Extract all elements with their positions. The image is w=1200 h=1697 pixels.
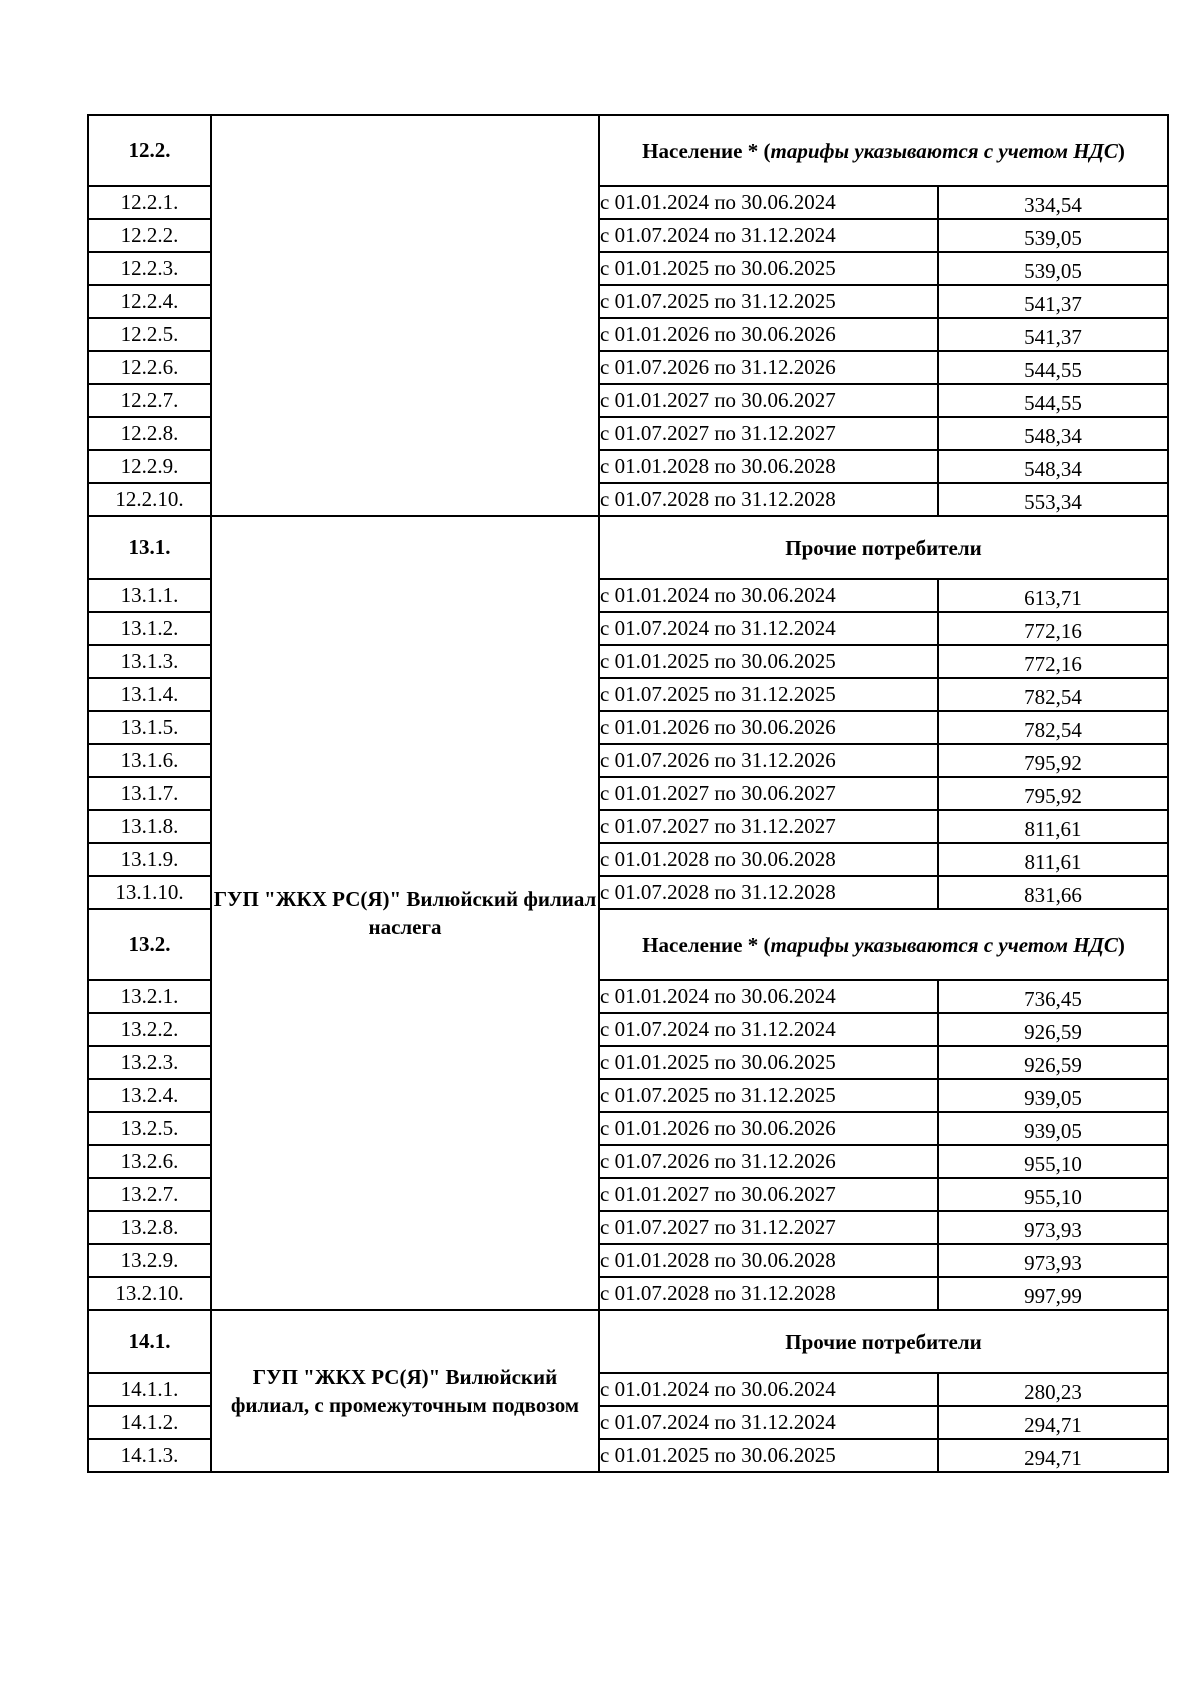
- period-cell: с 01.01.2024 по 30.06.2024: [599, 980, 938, 1013]
- tariff-value: 795,92: [938, 777, 1168, 810]
- period-cell: с 01.01.2026 по 30.06.2026: [599, 711, 938, 744]
- tariff-value: 955,10: [938, 1145, 1168, 1178]
- tariff-value: 334,54: [938, 186, 1168, 219]
- row-number: 13.2.2.: [88, 1013, 211, 1046]
- group-header-row: [88, 115, 1168, 186]
- note-close: ): [1117, 932, 1125, 957]
- tariff-value: 541,37: [938, 318, 1168, 351]
- group-header-row: [88, 1310, 1168, 1373]
- note-open: (: [758, 138, 771, 163]
- row-number: 14.1.1.: [88, 1373, 211, 1406]
- organization-name: ГУП "ЖКХ РС(Я)" Вилюйский филиал наслега: [211, 516, 599, 1310]
- tariff-value: 539,05: [938, 252, 1168, 285]
- period-cell: с 01.01.2024 по 30.06.2024: [599, 1373, 938, 1406]
- group-code: 14.1.: [88, 1310, 211, 1373]
- row-number: 12.2.3.: [88, 252, 211, 285]
- period-cell: с 01.07.2024 по 31.12.2024: [599, 1406, 938, 1439]
- period-cell: с 01.01.2025 по 30.06.2025: [599, 1046, 938, 1079]
- tariff-value: 782,54: [938, 678, 1168, 711]
- row-number: 13.1.4.: [88, 678, 211, 711]
- row-number: 13.1.6.: [88, 744, 211, 777]
- tariff-value: 736,45: [938, 980, 1168, 1013]
- row-number: 12.2.5.: [88, 318, 211, 351]
- tariff-value: 782,54: [938, 711, 1168, 744]
- period-cell: с 01.01.2025 по 30.06.2025: [599, 1439, 938, 1472]
- category-header: [599, 1310, 1168, 1373]
- tariff-value: 544,55: [938, 351, 1168, 384]
- period-cell: с 01.07.2024 по 31.12.2024: [599, 219, 938, 252]
- category-header: [599, 909, 1168, 980]
- tariff-value: 772,16: [938, 612, 1168, 645]
- period-cell: с 01.07.2024 по 31.12.2024: [599, 612, 938, 645]
- tariff-value: 939,05: [938, 1112, 1168, 1145]
- row-number: 12.2.4.: [88, 285, 211, 318]
- row-number: 13.1.7.: [88, 777, 211, 810]
- tariff-value: 772,16: [938, 645, 1168, 678]
- tariff-value: 997,99: [938, 1277, 1168, 1310]
- organization-name: ГУП "ЖКХ РС(Я)" Вилюйский филиал, с промежуточным подвозом: [211, 1310, 599, 1472]
- row-number: 13.2.9.: [88, 1244, 211, 1277]
- period-cell: с 01.01.2024 по 30.06.2024: [599, 186, 938, 219]
- row-number: 12.2.10.: [88, 483, 211, 516]
- period-cell: с 01.01.2025 по 30.06.2025: [599, 645, 938, 678]
- tariff-value: 955,10: [938, 1178, 1168, 1211]
- category-header: [599, 516, 1168, 579]
- period-cell: с 01.01.2025 по 30.06.2025: [599, 252, 938, 285]
- period-cell: с 01.01.2028 по 30.06.2028: [599, 843, 938, 876]
- tariff-value: 613,71: [938, 579, 1168, 612]
- tariff-value: 548,34: [938, 450, 1168, 483]
- period-cell: с 01.07.2025 по 31.12.2025: [599, 678, 938, 711]
- row-number: 12.2.8.: [88, 417, 211, 450]
- period-cell: с 01.07.2027 по 31.12.2027: [599, 1211, 938, 1244]
- row-number: 12.2.2.: [88, 219, 211, 252]
- row-number: 12.2.7.: [88, 384, 211, 417]
- period-cell: с 01.07.2025 по 31.12.2025: [599, 285, 938, 318]
- tariff-value: 548,34: [938, 417, 1168, 450]
- tariff-value: 973,93: [938, 1244, 1168, 1277]
- vat-note: тарифы указываются с учетом НДС: [770, 138, 1118, 163]
- row-number: 13.2.7.: [88, 1178, 211, 1211]
- period-cell: с 01.01.2028 по 30.06.2028: [599, 1244, 938, 1277]
- period-cell: с 01.07.2028 по 31.12.2028: [599, 876, 938, 909]
- period-cell: с 01.07.2027 по 31.12.2027: [599, 810, 938, 843]
- row-number: 12.2.1.: [88, 186, 211, 219]
- tariff-value: 294,71: [938, 1406, 1168, 1439]
- group-code: 13.2.: [88, 909, 211, 980]
- row-number: 13.2.4.: [88, 1079, 211, 1112]
- vat-note: тарифы указываются с учетом НДС: [770, 932, 1118, 957]
- tariff-value: 539,05: [938, 219, 1168, 252]
- category-label: Население *: [642, 932, 759, 957]
- tariff-value: 939,05: [938, 1079, 1168, 1112]
- group-code: 12.2.: [88, 115, 211, 186]
- group-code: 13.1.: [88, 516, 211, 579]
- row-number: 13.1.8.: [88, 810, 211, 843]
- tariff-value: 541,37: [938, 285, 1168, 318]
- note-close: ): [1117, 138, 1125, 163]
- period-cell: с 01.07.2026 по 31.12.2026: [599, 744, 938, 777]
- row-number: 13.1.2.: [88, 612, 211, 645]
- period-cell: с 01.07.2027 по 31.12.2027: [599, 417, 938, 450]
- tariff-value: 831,66: [938, 876, 1168, 909]
- period-cell: с 01.07.2026 по 31.12.2026: [599, 351, 938, 384]
- period-cell: с 01.07.2028 по 31.12.2028: [599, 1277, 938, 1310]
- row-number: 13.2.8.: [88, 1211, 211, 1244]
- org-cell-blank: [211, 115, 599, 516]
- tariff-value: 811,61: [938, 810, 1168, 843]
- row-number: 12.2.6.: [88, 351, 211, 384]
- tariff-value: 294,71: [938, 1439, 1168, 1472]
- category-label: Прочие потребители: [785, 1329, 982, 1354]
- period-cell: с 01.01.2027 по 30.06.2027: [599, 1178, 938, 1211]
- row-number: 13.1.1.: [88, 579, 211, 612]
- row-number: 14.1.2.: [88, 1406, 211, 1439]
- row-number: 13.2.10.: [88, 1277, 211, 1310]
- row-number: 13.1.9.: [88, 843, 211, 876]
- period-cell: с 01.01.2026 по 30.06.2026: [599, 318, 938, 351]
- row-number: 13.2.1.: [88, 980, 211, 1013]
- row-number: 13.2.6.: [88, 1145, 211, 1178]
- row-number: 14.1.3.: [88, 1439, 211, 1472]
- row-number: 13.1.10.: [88, 876, 211, 909]
- row-number: 13.2.5.: [88, 1112, 211, 1145]
- tariff-value: 280,23: [938, 1373, 1168, 1406]
- tariff-value: 973,93: [938, 1211, 1168, 1244]
- note-open: (: [758, 932, 771, 957]
- row-number: 13.1.5.: [88, 711, 211, 744]
- period-cell: с 01.01.2027 по 30.06.2027: [599, 777, 938, 810]
- period-cell: с 01.07.2026 по 31.12.2026: [599, 1145, 938, 1178]
- period-cell: с 01.07.2025 по 31.12.2025: [599, 1079, 938, 1112]
- period-cell: с 01.07.2024 по 31.12.2024: [599, 1013, 938, 1046]
- tariff-table-body: [88, 115, 1168, 1472]
- category-label: Прочие потребители: [785, 535, 982, 560]
- tariff-table: [87, 114, 1169, 1473]
- row-number: 12.2.9.: [88, 450, 211, 483]
- tariff-value: 544,55: [938, 384, 1168, 417]
- row-number: 13.1.3.: [88, 645, 211, 678]
- period-cell: с 01.01.2026 по 30.06.2026: [599, 1112, 938, 1145]
- tariff-value: 811,61: [938, 843, 1168, 876]
- category-label: Население *: [642, 138, 759, 163]
- period-cell: с 01.07.2028 по 31.12.2028: [599, 483, 938, 516]
- tariff-value: 553,34: [938, 483, 1168, 516]
- category-header: [599, 115, 1168, 186]
- row-number: 13.2.3.: [88, 1046, 211, 1079]
- tariff-value: 926,59: [938, 1013, 1168, 1046]
- tariff-value: 926,59: [938, 1046, 1168, 1079]
- period-cell: с 01.01.2028 по 30.06.2028: [599, 450, 938, 483]
- tariff-value: 795,92: [938, 744, 1168, 777]
- group-header-row: [88, 516, 1168, 579]
- period-cell: с 01.01.2027 по 30.06.2027: [599, 384, 938, 417]
- period-cell: с 01.01.2024 по 30.06.2024: [599, 579, 938, 612]
